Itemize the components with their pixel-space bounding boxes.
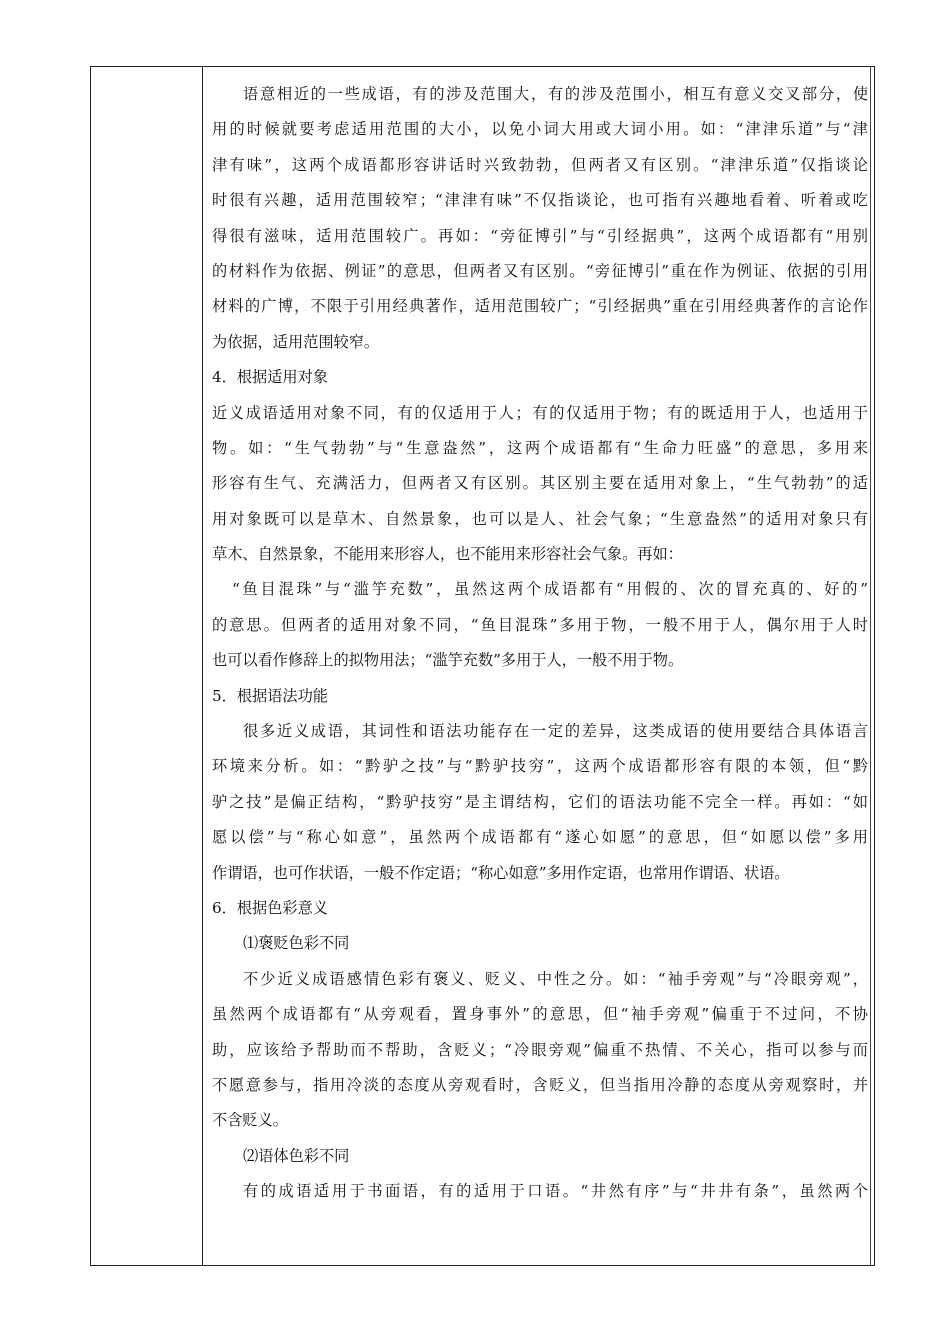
text-line: 有的成语适用于书面语，有的适用于口语。“井然有序”与“井井有条”，虽然两个 <box>243 1182 868 1201</box>
text-line: 虽然两个成语都有“从旁观看，置身事外”的意思，但“袖手旁观”偏重于不过问，不协 <box>212 1005 868 1024</box>
text-line: 时很有兴趣，适用范围较窄；“津津有味”不仅指谈论，也可指有兴趣地看着、听着或吃 <box>212 191 868 210</box>
text-line: 为依据，适用范围较窄。 <box>212 332 380 351</box>
text-line: ⑵语体色彩不同 <box>243 1146 350 1165</box>
text-line: 的材料作为依据、例证”的意思，但两者又有区别。“旁征博引”重在作为例证、依据的引用 <box>212 261 868 280</box>
text-line: 得很有滋味，适用范围较广。再如：“旁征博引”与“引经据典”，这两个成语都有“用别 <box>212 226 868 245</box>
text-line: 作谓语，也可作状语，一般不作定语；“称心如意”多用作定语，也常用作谓语、状语。 <box>212 863 790 882</box>
text-line: 很多近义成语，其词性和语法功能存在一定的差异，这类成语的使用要结合具体语言 <box>243 722 868 741</box>
text-line: 物。如：“生气勃勃”与“生意盎然”，这两个成语都有“生命力旺盛”的意思，多用来 <box>212 438 868 457</box>
text-line: 津有味”，这两个成语都形容讲话时兴致勃勃，但两者又有区别。“津津乐道”仅指谈论 <box>212 155 868 174</box>
text-line: 不少近义成语感情色彩有褒义、贬义、中性之分。如：“袖手旁观”与“冷眼旁观”， <box>243 969 868 988</box>
text-line: 用对象既可以是草木、自然景象，也可以是人、社会气象；“生意盎然”的适用对象只有 <box>212 509 868 528</box>
text-line: ⑴褒贬色彩不同 <box>243 934 350 953</box>
text-line: 草木、自然景象，不能用来形容人，也不能用来形容社会气象。再如： <box>212 545 683 564</box>
text-line: 也可以看作修辞上的拟物用法；“滥竽充数”多用于人，一般不用于物。 <box>212 651 684 670</box>
text-line: “鱼目混珠”与“滥竽充数”，虽然这两个成语都有“用假的、次的冒充真的、好的” <box>232 580 868 599</box>
text-line: 助，应该给予帮助而不帮助，含贬义；“冷眼旁观”偏重不热情、不关心，指可以参与而 <box>212 1040 868 1059</box>
text-line: 5．根据语法功能 <box>212 686 328 705</box>
text-line: 4．根据适用对象 <box>212 368 328 387</box>
text-line: 不含贬义。 <box>212 1111 288 1130</box>
text-line: 环境来分析。如：“黔驴之技”与“黔驴技穷”，这两个成语都形容有限的本领，但“黔 <box>212 757 868 776</box>
text-line: 6．根据色彩意义 <box>212 898 328 917</box>
text-line: 的意思。但两者的适用对象不同，“鱼目混珠”多用于物，一般不用于人，偶尔用于人时 <box>212 615 868 634</box>
document-table <box>90 66 875 1266</box>
text-line: 不愿意参与，指用冷淡的态度从旁观看时，含贬义，但当指用冷静的态度从旁观察时，并 <box>212 1075 868 1094</box>
text-line: 材料的广博，不限于引用经典著作，适用范围较广；“引经据典”重在引用经典著作的言论作 <box>212 297 868 316</box>
text-line: 近义成语适用对象不同，有的仅适用于人；有的仅适用于物；有的既适用于人，也适用于 <box>212 403 868 422</box>
table-content-cell <box>203 67 874 1265</box>
text-line: 用的时候就要考虑适用范围的大小，以免小词大用或大词小用。如：“津津乐道”与“津 <box>212 120 868 139</box>
text-line: 语意相近的一些成语，有的涉及范围大，有的涉及范围小，相互有意义交叉部分，使 <box>243 85 868 103</box>
text-line: 愿以偿”与“称心如意”，虽然两个成语都有“遂心如愿”的意思，但“如愿以偿”多用 <box>212 828 868 847</box>
text-line: 形容有生气、充满活力，但两者又有区别。其区别主要在适用对象上，“生气勃勃”的适 <box>212 474 868 493</box>
table-left-column <box>91 67 203 1265</box>
text-line: 驴之技”是偏正结构，“黔驴技穷”是主谓结构，它们的语法功能不完全一样。再如：“如 <box>212 792 868 811</box>
